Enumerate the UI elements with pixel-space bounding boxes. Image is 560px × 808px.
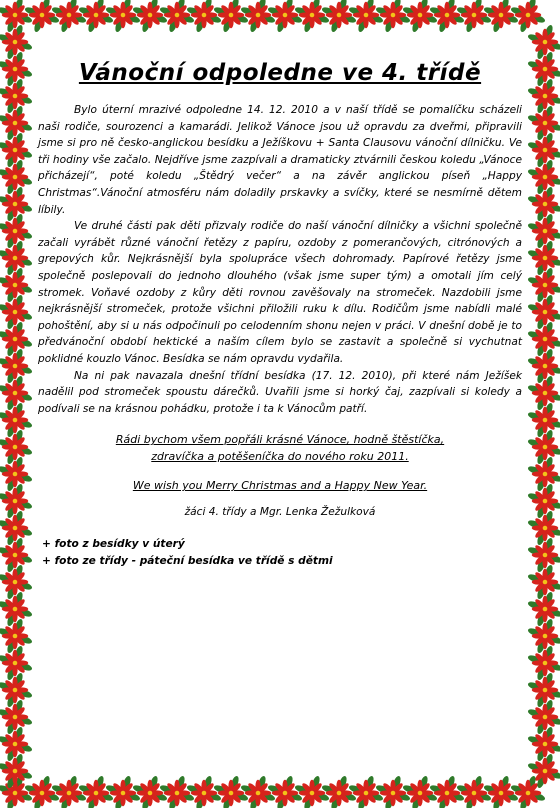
poinsettia-icon [483, 0, 519, 33]
poinsettia-icon [527, 105, 560, 141]
poinsettia-icon [0, 24, 33, 60]
poinsettia-icon [213, 775, 249, 808]
poinsettia-icon [429, 0, 465, 33]
poinsettia-icon [294, 775, 330, 808]
poinsettia-icon [159, 0, 195, 33]
poinsettia-icon [0, 186, 33, 222]
paragraph-3: Na ni pak navazala dnešní třídní besídka (17. 12. 2010), při které nám Ježíšek nadělil pod stromeček spoustu dárečků. Uvařili jsme si horký čaj, zazpívali si koledy a podívali se na krásnou pohádku, protože i ta k Vánocům patří. [38, 369, 522, 415]
poinsettia-icon [0, 429, 33, 465]
poinsettia-icon [0, 564, 33, 600]
poinsettia-icon [186, 775, 222, 808]
poinsettia-icon [527, 240, 560, 276]
poinsettia-icon [527, 537, 560, 573]
poinsettia-icon [267, 775, 303, 808]
poinsettia-icon [527, 645, 560, 681]
paragraph-1: Bylo úterní mrazivé odpoledne 14. 12. 2010 a v naší třídě se pomalíčku scházeli naši rodiče, sourozenci a kamarádi. Jelikož Vánoce jsou už opravdu za dveřmi, připravili jsme si pro ně česko-anglickou besídku a Ježíškovu + Santa Clausovu vánoční dílničku. Ve tři hodiny vše začalo. Nejdříve jsme zazpívali a dramaticky ztvárnili českou koledu „Vánoce přicházejí“, poté koledu „Štědrý večer“ a na závěr anglickou píseň „Happy Christmas“.Vánoční atmosféru nám doladily prskavky a svíčky, které se nesmírně dětem líbily. [38, 104, 522, 216]
poinsettia-icon [527, 483, 560, 519]
poinsettia-icon [527, 591, 560, 627]
poinsettia-icon [456, 0, 492, 33]
poinsettia-icon [483, 775, 519, 808]
poinsettia-icon [0, 105, 33, 141]
poinsettia-icon [348, 0, 384, 33]
poinsettia-icon [24, 775, 60, 808]
poinsettia-icon [0, 159, 33, 195]
poinsettia-icon [510, 0, 546, 33]
poinsettia-icon [186, 0, 222, 33]
poinsettia-icon [0, 483, 33, 519]
poinsettia-icon [0, 0, 33, 33]
poinsettia-icon [267, 0, 303, 33]
poinsettia-icon [527, 51, 560, 87]
poinsettia-icon [0, 618, 33, 654]
poinsettia-icon [527, 294, 560, 330]
poinsettia-icon [0, 402, 33, 438]
poinsettia-icon [527, 564, 560, 600]
poinsettia-icon [0, 591, 33, 627]
poinsettia-icon [51, 0, 87, 33]
poinsettia-icon [527, 321, 560, 357]
poinsettia-icon [527, 699, 560, 735]
poinsettia-icon [527, 159, 560, 195]
wish-czech-line-2: zdravíčka a potěšeníčka do nového roku 2011. [151, 450, 409, 464]
poinsettia-icon [105, 775, 141, 808]
poinsettia-icon [0, 645, 33, 681]
poinsettia-icon [78, 0, 114, 33]
poinsettia-icon [0, 132, 33, 168]
poinsettia-icon [105, 0, 141, 33]
poinsettia-icon [132, 775, 168, 808]
poinsettia-icon [240, 0, 276, 33]
poinsettia-icon [0, 51, 33, 87]
poinsettia-icon [0, 78, 33, 114]
poinsettia-icon [527, 456, 560, 492]
poinsettia-icon [375, 775, 411, 808]
poinsettia-icon [321, 775, 357, 808]
wish-english: We wish you Merry Christmas and a Happy New Year. [132, 479, 428, 493]
poinsettia-icon [527, 402, 560, 438]
signature: žáci 4. třídy a Mgr. Lenka Žežulková [184, 506, 376, 519]
poinsettia-icon [527, 429, 560, 465]
poinsettia-icon [0, 321, 33, 357]
poinsettia-icon [0, 510, 33, 546]
document-page [38, 40, 522, 770]
poinsettia-icon [402, 775, 438, 808]
poinsettia-icon [159, 775, 195, 808]
poinsettia-icon [527, 672, 560, 708]
poinsettia-icon [78, 775, 114, 808]
document-title: Vánoční odpoledne ve 4. třídě [78, 60, 482, 86]
poinsettia-icon [294, 0, 330, 33]
poinsettia-icon [240, 775, 276, 808]
poinsettia-icon [24, 0, 60, 33]
poinsettia-icon [348, 775, 384, 808]
wish-czech-line-1: Rádi bychom všem popřáli krásné Vánoce, hodně štěstíčka, [115, 433, 445, 447]
note-item: + foto z besídky v úterý [42, 538, 185, 551]
poinsettia-icon [0, 267, 33, 303]
poinsettia-icon [0, 456, 33, 492]
poinsettia-icon [0, 375, 33, 411]
notes-list [38, 536, 522, 570]
wish-czech [38, 431, 522, 465]
poinsettia-icon [375, 0, 411, 33]
poinsettia-icon [527, 186, 560, 222]
poinsettia-icon [456, 775, 492, 808]
poinsettia-icon [527, 348, 560, 384]
poinsettia-icon [0, 294, 33, 330]
poinsettia-icon [527, 24, 560, 60]
poinsettia-icon [527, 375, 560, 411]
poinsettia-icon [0, 537, 33, 573]
poinsettia-icon [527, 726, 560, 762]
poinsettia-icon [213, 0, 249, 33]
poinsettia-icon [527, 132, 560, 168]
poinsettia-icon [527, 78, 560, 114]
poinsettia-icon [321, 0, 357, 33]
poinsettia-icon [527, 510, 560, 546]
poinsettia-icon [0, 726, 33, 762]
paragraph-2: Ve druhé části pak děti přizvaly rodiče do naší vánoční dílničky a všichni společně začali vyrábět různé vánoční řetězy z papíru, ozdoby z pomerančových, citrónových a grepových kůr. Nejkrásnější byla spolupráce všech dohromady. Papírové řetězy jsme společně poslepovali do jednoho dlouhého (však jsme super tým) a omotali jím celý stromek. Voňavé ozdoby z kůry děti rovnou zavěšovaly na stromeček. Nazdobili jsme nejkrásnější stromeček, protože všichni přiložili ruku k dílu. Rodičům jsme nabídli malé pohoštění, aby si u nás odpočinuli po celodenním shonu nejen v práci. V dnešní době je to předvánoční období hektické a naším cílem bylo se zastavit a společně si vychutnat poklidné kouzlo Vánoc. Besídka se nám opravdu vydařila. [38, 220, 522, 365]
poinsettia-icon [429, 775, 465, 808]
poinsettia-icon [402, 0, 438, 33]
poinsettia-icon [527, 618, 560, 654]
poinsettia-icon [132, 0, 168, 33]
poinsettia-icon [0, 213, 33, 249]
poinsettia-icon [527, 267, 560, 303]
poinsettia-icon [0, 240, 33, 276]
note-item: + foto ze třídy - páteční besídka ve třídě s dětmi [42, 555, 333, 568]
poinsettia-icon [0, 348, 33, 384]
poinsettia-icon [0, 672, 33, 708]
poinsettia-icon [527, 213, 560, 249]
poinsettia-icon [51, 775, 87, 808]
poinsettia-icon [0, 699, 33, 735]
